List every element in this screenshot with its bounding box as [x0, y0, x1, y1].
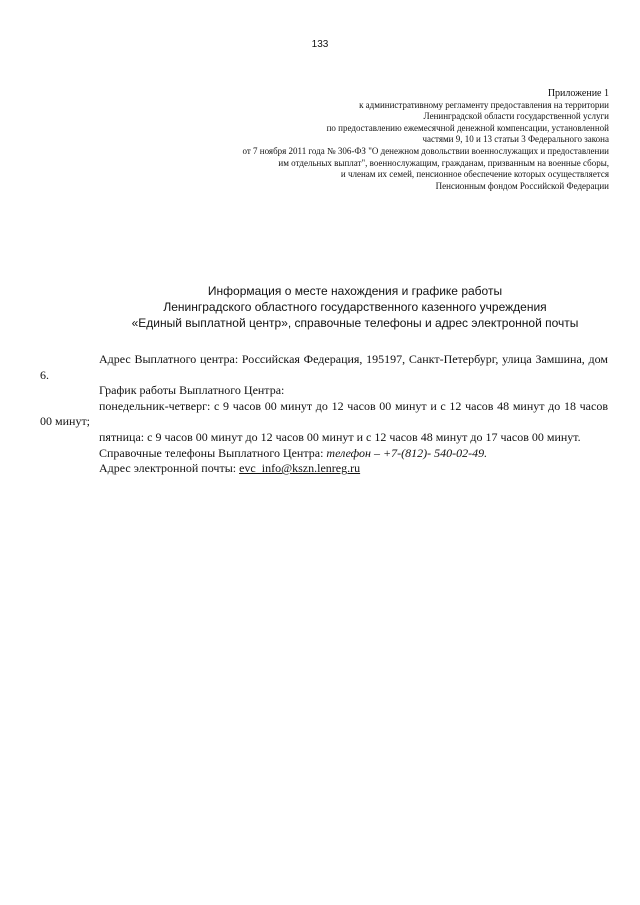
- heading-line: «Единый выплатной центр», справочные телефоны и адрес электронной почты: [131, 316, 579, 330]
- appendix-line: им отдельных выплат", военнослужащим, гражданам, призванным на военные сборы,: [278, 157, 609, 168]
- page-number: 133: [311, 39, 329, 50]
- document-heading: [60, 283, 640, 331]
- email-link[interactable]: evc_info@kszn.lenreg.ru: [239, 461, 361, 476]
- appendix-line: от 7 ноября 2011 года № 306-ФЗ "О денежном довольствии военнослужащих и предоставлении: [242, 145, 609, 156]
- appendix-line: Пенсионным фондом Российской Федерации: [435, 180, 609, 191]
- appendix-line: и членам их семей, пенсионное обеспечение которых осуществляется: [340, 169, 609, 180]
- address-paragraph: Адрес Выплатного центра: Российская Федерация, 195197, Санкт-Петербург, улица Замшина, дом 6.: [40, 352, 608, 382]
- document-body: [40, 352, 608, 477]
- schedule-mon-thu: понедельник-четверг: с 9 часов 00 минут до 12 часов 00 минут и с 12 часов 48 минут до 18 часов 00 минут;: [40, 398, 608, 429]
- appendix-line: частями 9, 10 и 13 статьи 3 Федерального закона: [422, 134, 609, 145]
- heading-line: Информация о месте нахождения и графике работы: [207, 284, 503, 298]
- appendix-title: Приложение 1: [547, 88, 609, 99]
- phones-value: телефон – +7-(812)- 540-02-49.: [326, 445, 488, 460]
- appendix-line: к административному регламенту предоставления на территории: [359, 99, 609, 110]
- appendix-line: Ленинградской области государственной услуги: [423, 111, 609, 122]
- email-paragraph: [40, 461, 608, 477]
- phones-paragraph: [40, 446, 608, 462]
- heading-line: Ленинградского областного государственного казенного учреждения: [163, 300, 547, 314]
- email-label: Адрес электронной почты:: [99, 461, 240, 476]
- schedule-fri: пятница: с 9 часов 00 минут до 12 часов 00 минут и с 12 часов 48 минут до 17 часов 00 минут.: [99, 429, 581, 444]
- phones-label: Справочные телефоны Выплатного Центра:: [99, 445, 327, 460]
- appendix-note: [169, 88, 609, 192]
- schedule-title: График работы Выплатного Центра:: [99, 383, 285, 398]
- appendix-line: по предоставлению ежемесячной денежной компенсации, установленной: [326, 122, 609, 133]
